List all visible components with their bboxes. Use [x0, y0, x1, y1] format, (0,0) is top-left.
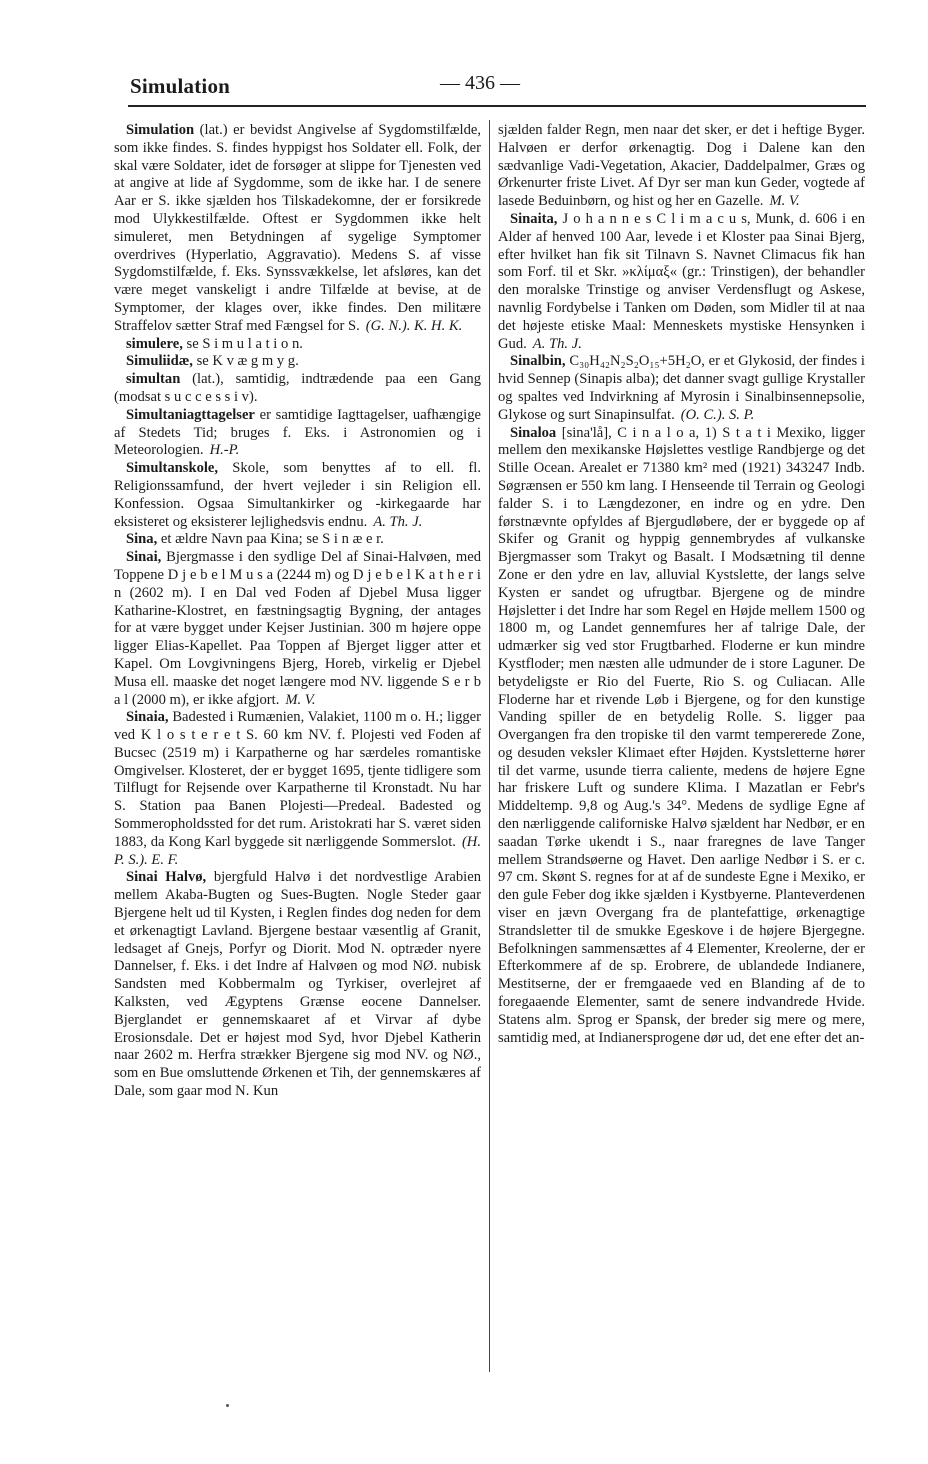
- entry-sinaia: Sinaia, Badested i Rumænien, Valakiet, 1100 m o. H.; ligger ved K l o s t e r e t S. 60 km NV. f. Plojesti ved Foden af Bucsec (2519 m) i Karpatherne og har særdeles romantiske Omgivelser. Klosteret, der er bygget 1695, tjente tidligere som Tilflugt for Rejsende over Karpatherne til Kronstadt. Nu har S. Station paa Banen Plojesti—Predeal. Badested og Sommeropholdssted for det rum. Aristokrati har S. været siden 1883, da Kong Karl byggede sit nærliggende Sommerslot. (H. P. S.). E. F.: [114, 709, 481, 868]
- entry-sinaita: Sinaita, J o h a n n e s C l i m a c u s, Munk, d. 606 i en Alder af henved 100 Aar, levede i et Kloster paa Sinai Bjerg, efter hvilket han fik sit Tilnavn S. Navnet Climacus fik han som Forf. til et Skr. »κλίμαξ« (gr.: Trinstigen), der behandler den moralske Trinstige og anviser Verdensflugt og Askese, navnlig Fordybelse i Tanken om Døden, som Midler til at naa det højeste etiske Maal: Menneskets mystiske Hensynken i Gud. A. Th. J.: [498, 210, 865, 352]
- column-divider: [489, 120, 490, 1372]
- entry-simuliidae: Simuliidæ, se K v æ g m y g.: [126, 353, 299, 370]
- entry-sinalbin: Sinalbin, C₃₀H₄₂N₂S₂O₁₅+5H₂O, er et Glykosid, der findes i hvid Sennep (Sinapis alba); det danner svagt gullige Krystaller og spaltes ved Indvirkning af Myrosin i Sinalbinsennepsolie, Glykose og surt Sinapinsulfat. (O. C.). S. P.: [498, 353, 865, 423]
- page-number: — 436 —: [440, 72, 520, 94]
- entry-simulation: Simulation (lat.) er bevidst Angivelse af Sygdomstilfælde, som ikke findes. S. findes hyppigst hos Soldater ell. Folk, der skal være Soldater, idet de forsøger at slippe for Tjenesten ved at angive at lide af Sygdomme, som de ikke har. I de senere Aar er S. ikke sjælden hos Tilskadekomne, der er forsikrede mod Ulykkestilfælde. Oftest er Sygdommen ikke helt simuleret, men Betydningen af sygelige Symptomer overdrives (Hyperlatio, Aggravatio). Medens S. af visse Sygdomstilfælde, f. Eks. Synssvækkelse, let afsløres, kan det være meget vanskeligt i andre Tilfælde at bevise, at de Symptomer, der klages over, ikke findes. Den militære Straffelov sætter Straf med Fængsel for S. (G. N.). K. H. K.: [114, 122, 481, 334]
- entry-continuation: sjælden falder Regn, men naar det sker, er det i heftige Byger. Halvøen er derfor ørkenagtig. Dog i Dalene kan den sædvanlige Vadi-Vegetation, Akacier, Daddelpalmer, Græs og Ørkenurter friste Livet. Af Dyr ser man kun Geder, vogtede af lasede Beduinbørn, og hist og her en Gazelle. M. V.: [498, 122, 865, 210]
- entry-sinaloa: Sinaloa [sina'lå], C i n a l o a, 1) S t a t i Mexiko, ligger mellem den mexikanske Højslettes vestlige Randbjerge og det Stille Ocean. Arealet er 71380 km² med (1921) 343247 Indb. Søgrænsen er 550 km lang. I Henseende til Terrain og Geologi falder S. i to Længdezoner, en indre og en ydre. Den førstnævnte opfyldes af Bjergudløbere, der er byggede op af Skifer og Granit og hyppig gennembrydes af vulkanske Bjergmasser som Trakyt og Basalt. I Modsætning til denne Zone er den ydre en lav, alluvial Kystslette, der langs selve Kysten er sandet og ufrugtbar. Bjergene og de mindre Højsletter i det Indre har som Regel en Højde mellem 1500 og 1800 m, og Landet gennemfures her af talrige Dale, der udmærker sig ved stor Frugtbarhed. Floderne er kun mindre Kystfloder; men næsten alle udmunder de i store Laguner. De betydeligste er Rio del Fuerte, Rio S. og Culiacan. Alle Floderne har et rivende Løb i Bjergene, og for den kunstige Vanding spiller de en betydelig Rolle. S. ligger paa Overgangen fra den tropiske til den varmt tempererede Zone, og desuden veksler Klimaet efter Højden. Kystsletterne hører til det varme, usunde tierra caliente, medens de højere Egne har friskere Luft og sundere Klima. I Mazatlan er Febr's Middeltemp. 9,8 og Aug.'s 34°. Medens de sydlige Egne af den nærliggende californiske Halvø sjældent har Nedbør, er en saadan Tørke ukendt i S., naar fraregnes de lave Tanger mellem Strandsøerne og Havet. Den aarlige Nedbør i S. er c. 97 cm. Skønt S. regnes for at af de sundeste Egne i Mexiko, er den gule Feber dog ikke sjælden i Kystbyerne. Planteverdenen viser en jævn Overgang fra de plantefattige, ørkenagtige Strandsletter til de smukke Egeskove i de højere Bjergegne. Befolkningen sammensættes af 4 Elementer, Kreolerne, der er Efterkommere af de sp. Erobrere, de ublandede Indianere, Mestitserne, der er fremgaaede ved en Blanding af de to foregaaende Elementer, samt de senere indvandrede Hvide. Statens alm. Sprog er Spansk, der breder sig mere og mere, samtidig med, at Indianersprogene dør ud, det ene efter det an-: [498, 424, 865, 1046]
- entry-simultanskole: Simultanskole, Skole, som benyttes af to ell. fl. Religionssamfund, der hvert vejleder i sin Religion ell. Konfession. Ogsaa Simultankirker og -kirkegaarde har eksisteret og eksisterer lejlighedsvis endnu. A. Th. J.: [114, 460, 481, 530]
- page-speck: [226, 1404, 229, 1407]
- entry-simultaniagttagelser: Simultaniagttagelser er samtidige Iagttagelser, uafhængige af Stedets Tid; bruges f. Eks. i Astronomien og i Meteorologien. H.-P.: [114, 406, 481, 459]
- entry-sinai-halvo: Sinai Halvø, bjergfuld Halvø i det nordvestlige Arabien mellem Akaba-Bugten og Sues-Bugten. Nogle Steder gaar Bjergene helt ud til Kysten, i Reglen findes dog neden for dem et ørkenagtigt Lavland. Bjergene bestaar væsentlig af Granit, ledsaget af Gnejs, Porfyr og Diorit. Mod N. optræder nyere Dannelser, f. Eks. i det Indre af Halvøen og mod NØ. nubisk Sandsten med Kobbermalm og Tyrkiser, overlejret af Kalksten, ved Ægyptens Grænse eocene Dannelser. Bjerglandet er gennemskaaret af et Virvar af dybe Erosionsdale. Det er højest mod Syd, hvor Djebel Katherin naar 2602 m. Herfra strækker Bjergene sig mod NV. og NØ., som en Bue omsluttende Ørkenen et Tih, der gennemskæres af Dale, som gaar mod N. Kun: [114, 869, 481, 1100]
- header-title: Simulation: [130, 74, 231, 98]
- running-header: [130, 70, 865, 104]
- left-column: [114, 122, 481, 1101]
- entry-simulere: simulere, se S i m u l a t i o n.: [126, 335, 303, 352]
- entry-sinai: Sinai, Bjergmasse i den sydlige Del af Sinai-Halvøen, med Toppene D j e b e l M u s a (2244 m) og D j e b e l K a t h e r i n (2602 m). I en Dal ved Foden af Djebel Musa ligger Katharine-Klostret, en fæstningsagtig Bygning, der antages for at være bygget under Kejser Justinian. 300 m højere oppe ligger Elias-Kapellet. Paa Toppen af Bjerget ligger atter et Kapel. Om Lovgivningens Bjerg, Horeb, virkelig er Djebel Musa ell. maaske det noget længere mod NV. liggende S e r b a l (2000 m), er ikke afgjort. M. V.: [114, 549, 481, 708]
- entry-sina: Sina, et ældre Navn paa Kina; se S i n æ e r.: [126, 531, 384, 548]
- right-column: [498, 122, 865, 1047]
- header-rule: [128, 105, 866, 107]
- entry-simultan: simultan (lat.), samtidig, indtrædende paa een Gang (modsat s u c c e s s i v).: [114, 371, 481, 405]
